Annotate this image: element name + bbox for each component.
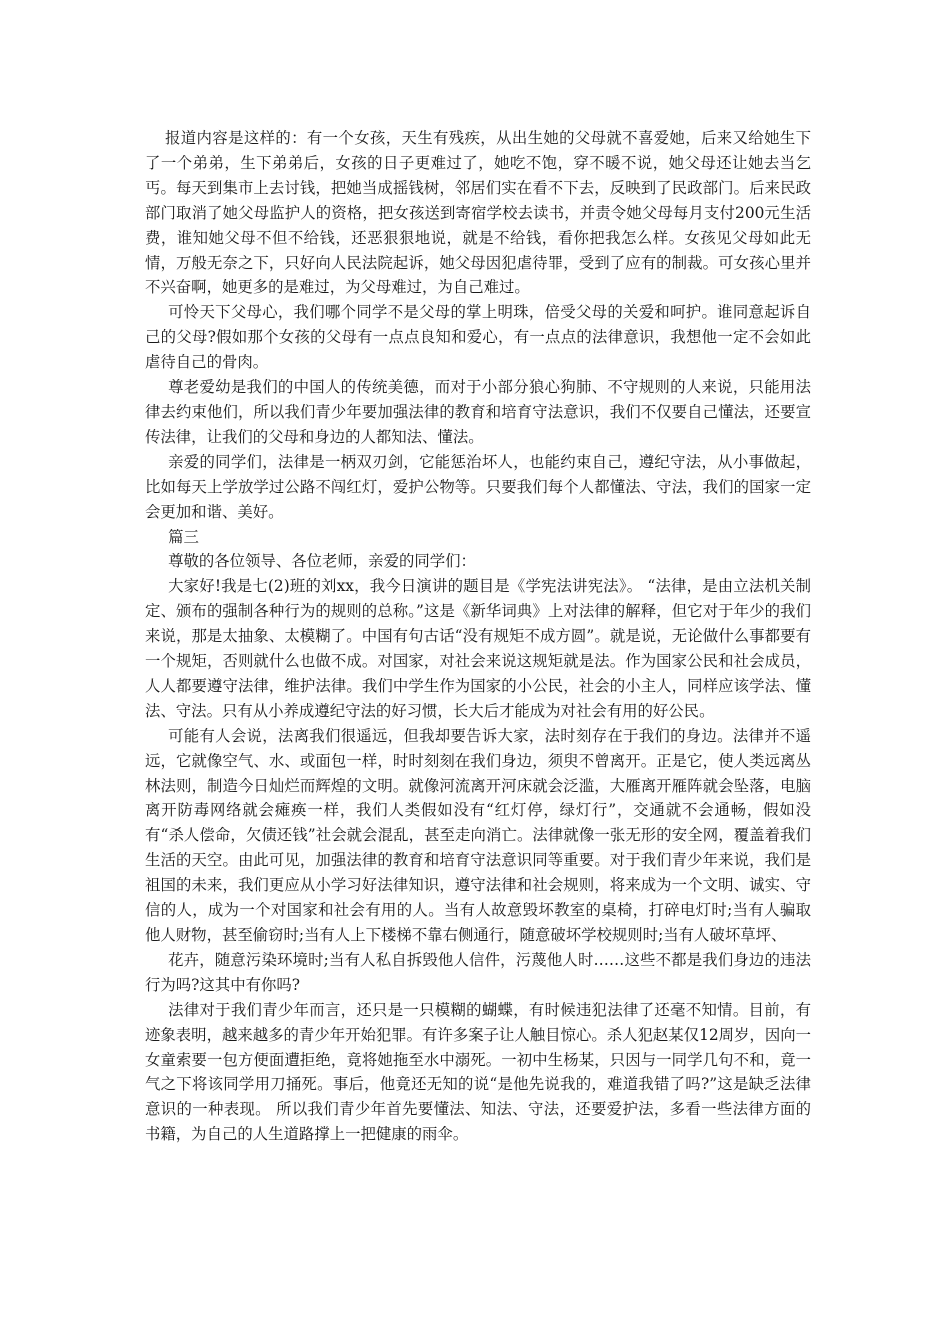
salutation: 尊敬的各位领导、各位老师，亲爱的同学们： xyxy=(168,552,476,571)
section-heading: 篇三 xyxy=(168,527,199,546)
paragraph-dear-classmates: 亲爱的同学们，法律是一柄双刃剑，它能惩治坏人，也能约束自己，遵纪守法，从小事做起，比如每天上学放学过公路不闯红灯，爱护公物等。只要我们每个人都懂法、守法，我们的国家一定会更加和谐、美好。 xyxy=(145,452,811,521)
paragraph-youth-crime: 法律对于我们青少年而言，还只是一只模糊的蝴蝶，有时候违犯法律了还毫不知情。目前，有迹象表明，越来越多的青少年开始犯罪。有许多案子让人触目惊心。杀人犯赵某仅12周岁，因向一女童索要一包方便面遭拒绝，竟将她拖至水中溺死。一初中生杨某，只因与一同学几句不和，竟一气之下将该同学用刀捅死。事后，他竟还无知的说“是他先说我的，难道我错了吗?”这是缺乏法律意识的一种表现。 所以我们青少年首先要懂法、知法、守法，还要爱护法，多看一些法律方面的书籍，为自己的人生道路撑上一把健康的雨伞。 xyxy=(145,1000,811,1144)
paragraph-respect-elders: 尊老爱幼是我们的中国人的传统美德，而对于小部分狼心狗肺、不守规则的人来说，只能用法律去约束他们，所以我们青少年要加强法律的教育和培育守法意识，我们不仅要自己懂法，还要宣传法律，让我们的父母和身边的人都知法、懂法。 xyxy=(145,378,811,446)
paragraph-law-near: 可能有人会说，法离我们很遥远，但我却要告诉大家，法时刻存在于我们的身边。法律并不遥远，它就像空气、水、或面包一样，时时刻刻在我们身边，须臾不曾离开。正是它，使人类远离丛林法则，制造今日灿烂而辉煌的文明。就像河流离开河床就会泛滥，大雁离开雁阵就会坠落，电脑离开防毒网络就会瘫痪一样，我们人类假如没有“红灯停，绿灯行”，交通就不会通畅，假如没有“杀人偿命，欠债还钱”社会就会混乱，甚至走向消亡。法律就像一张无形的安全网，覆盖着我们生活的天空。由此可见，加强法律的教育和培育守法意识同等重要。对于我们青少年来说，我们是祖国的未来，我们更应从小学习好法律知识，遵守法律和社会规则，将来成为一个文明、诚实、守信的人，成为一个对国家和社会有用的人。当有人故意毁坏教室的桌椅，打碎电灯时;当有人骗取他人财物，甚至偷窃时;当有人上下楼梯不靠右侧通行，随意破坏学校规则时;当有人破坏草坪、 xyxy=(145,726,811,944)
paragraph-parents-love: 可怜天下父母心，我们哪个同学不是父母的掌上明珠，倍受父母的关爱和呵护。谁同意起诉自己的父母?假如那个女孩的父母有一点点良知和爱心，有一点点的法律意识，我想他一定不会如此虐待自己的骨肉。 xyxy=(145,303,811,372)
paragraph-news-report: 报道内容是这样的：有一个女孩，天生有残疾，从出生她的父母就不喜爱她，后来又给她生下了一个弟弟，生下弟弟后，女孩的日子更难过了，她吃不饱，穿不暖不说，她父母还让她去当乞丐。每天到集市上去讨钱，把她当成摇钱树，邻居们实在看不下去，反映到了民政部门。后来民政部门取消了她父母监护人的资格，把女孩送到寄宿学校去读书，并责令她父母每月支付200元生活费，谁知她父母不但不给钱，还恶狠狠地说，就是不给钱，看你把我怎么样。女孩见父母如此无情，万般无奈之下，只好向人民法院起诉，她父母因犯虐待罪，受到了应有的制裁。可女孩心里并不兴奋啊，她更多的是难过，为父母难过，为自己难过。 xyxy=(145,129,811,297)
paragraph-violations: 花卉，随意污染环境时;当有人私自拆毁他人信件，污蔑他人时……这些不都是我们身边的违法行为吗?这其中有你吗? xyxy=(145,950,811,994)
document-body xyxy=(145,126,811,1147)
paragraph-speech-intro: 大家好!我是七(2)班的刘xx，我今日演讲的题目是《学宪法讲宪法》。 “法律，是由立法机关制定、颁布的强制各种行为的规则的总称。”这是《新华词典》上对法律的解释，但它对于年少的我们来说，那是太抽象、太模糊了。中国有句古话“没有规矩不成方圆”。就是说，无论做什么事都要有一个规矩，否则就什么也做不成。对国家，对社会来说这规矩就是法。作为国家公民和社会成员，人人都要遵守法律，维护法律。我们中学生作为国家的小公民，社会的小主人，同样应该学法、懂法、守法。只有从小养成遵纪守法的好习惯，长大后才能成为对社会有用的好公民。 xyxy=(145,577,811,720)
